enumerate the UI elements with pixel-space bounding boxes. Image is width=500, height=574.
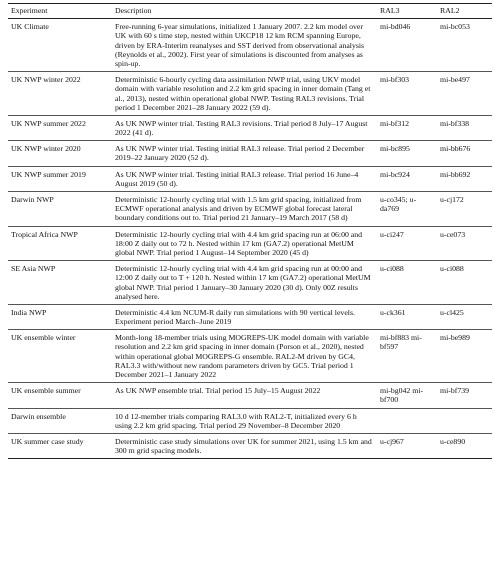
description-cell: Deterministic 12-hourly cycling trial with 1.5 km grid spacing, initialized from ECMWF operational analysis and driven by ECMWF global forecast lateral boundary conditions out to. Trial period 21 January–19 March 2017 (58 d) (112, 192, 377, 227)
ral2-cell: u-cj172 (437, 192, 492, 227)
description-cell: As UK NWP winter trial. Testing initial RAL3 release. Trial period 16 June–4 August 2019 (50 d). (112, 166, 377, 191)
table-body (8, 19, 492, 459)
ral3-cell: u-ck361 (377, 304, 437, 329)
description-cell: Month-long 18-member trials using MOGREPS-UK model domain with variable resolution and 2.2 km grid spacing in inner domain (Porson et al., 2020), nested within operational global MOGREPS-G ensemble. RAL2-M driven by GC4, RAL3.3 with/without new random parameters driven by GC5. Trial period 1 December 2021–1 January 2022 (112, 330, 377, 383)
ral2-cell: mi-be989 (437, 330, 492, 383)
table-row (8, 261, 492, 305)
ral3-cell (377, 408, 437, 433)
description-cell: As UK NWP winter trial. Testing RAL3 revisions. Trial period 8 July–17 August 2022 (41 d). (112, 115, 377, 140)
description-cell: Deterministic case study simulations over UK for summer 2021, using 1.5 km and 300 m grid spacing models. (112, 433, 377, 458)
table-row (8, 330, 492, 383)
description-cell: As UK NWP winter trial. Testing initial RAL3 release. Trial period 2 December 2019–22 January 2020 (52 d). (112, 141, 377, 166)
experiment-cell: UK summer case study (8, 433, 112, 458)
experiment-cell: UK NWP summer 2022 (8, 115, 112, 140)
ral2-cell: mi-bf338 (437, 115, 492, 140)
description-cell: Deterministic 12-hourly cycling trial with 4.4 km grid spacing run at 06:00 and 18:00 Z daily out to 72 h. Nested within 17 km (GA7.2) operational MetUM global NWP. Trial period 1 August–14 September 2020 (45 d) (112, 226, 377, 261)
description-cell: Free-running 6-year simulations, initialized 1 January 2007. 2.2 km model over UK with 60 s time step, nested within UKCP18 12 km RCM spanning Europe, driven by ERA-Interim reanalyses and SST derived from observational analysis (Reynolds et al., 2002). First year of simulations is discounted from analyses as spin-up. (112, 19, 377, 72)
description-cell: As UK NWP ensemble trial. Trial period 15 July–15 August 2022 (112, 383, 377, 408)
ral3-cell: mi-bc924 (377, 166, 437, 191)
table-row (8, 408, 492, 433)
table-row (8, 19, 492, 72)
ral2-cell (437, 408, 492, 433)
ral2-cell: mi-be497 (437, 72, 492, 116)
header-description: Description (112, 4, 377, 19)
ral3-cell: mi-bf883 mi-bf597 (377, 330, 437, 383)
experiment-cell: Tropical Africa NWP (8, 226, 112, 261)
table-row (8, 304, 492, 329)
description-cell: Deterministic 6-hourly cycling data assimilation NWP trial, using UKV model domain with variable resolution and 2.2 km grid spacing in inner domain (Tang et al., 2013), nested within operational global NWP. Testing RAL3 revisions. Trial period 1 December 2021–28 January 2022 (59 d). (112, 72, 377, 116)
ral3-cell: mi-bf312 (377, 115, 437, 140)
table-row (8, 433, 492, 458)
table-header (8, 4, 492, 19)
experiment-cell: UK NWP winter 2020 (8, 141, 112, 166)
experiment-cell: Darwin ensemble (8, 408, 112, 433)
ral3-cell: mi-bg042 mi-bf700 (377, 383, 437, 408)
header-row (8, 4, 492, 19)
experiment-cell: India NWP (8, 304, 112, 329)
header-experiment: Experiment (8, 4, 112, 19)
table-row (8, 166, 492, 191)
ral3-cell: mi-bd046 (377, 19, 437, 72)
ral2-cell: u-ci088 (437, 261, 492, 305)
experiment-cell: UK NWP winter 2022 (8, 72, 112, 116)
experiment-cell: UK Climate (8, 19, 112, 72)
experiment-cell: SE Asia NWP (8, 261, 112, 305)
experiments-table (8, 3, 492, 459)
ral3-cell: u-cj967 (377, 433, 437, 458)
ral2-cell: mi-bb676 (437, 141, 492, 166)
header-ral3: RAL3 (377, 4, 437, 19)
ral2-cell: u-ce890 (437, 433, 492, 458)
table-row (8, 115, 492, 140)
table-row (8, 383, 492, 408)
ral3-cell: u-ci088 (377, 261, 437, 305)
ral2-cell: u-cl425 (437, 304, 492, 329)
description-cell: Deterministic 12-hourly cycling trial with 4.4 km grid spacing run at 00:00 and 12:00 Z daily out to T + 120 h. Nested within 17 km (GA7.2) operational MetUM global NWP. Trial period 1 January–30 January 2020 (30 d). Only 00Z results analysed here. (112, 261, 377, 305)
ral3-cell: mi-bc895 (377, 141, 437, 166)
table-row (8, 192, 492, 227)
ral3-cell: u-ci247 (377, 226, 437, 261)
ral2-cell: mi-bf739 (437, 383, 492, 408)
ral3-cell: mi-bf303 (377, 72, 437, 116)
description-cell: 10 d 12-member trials comparing RAL3.0 with RAL2-T, initialized every 6 h using 2.2 km grid spacing. Trial period 29 November–8 December 2020 (112, 408, 377, 433)
description-cell: Deterministic 4.4 km NCUM-R daily run simulations with 90 vertical levels. Experiment period March–June 2019 (112, 304, 377, 329)
experiment-cell: UK ensemble summer (8, 383, 112, 408)
ral2-cell: mi-bc053 (437, 19, 492, 72)
ral2-cell: mi-bb692 (437, 166, 492, 191)
ral2-cell: u-ce073 (437, 226, 492, 261)
experiment-cell: UK ensemble winter (8, 330, 112, 383)
table-row (8, 72, 492, 116)
table-row (8, 141, 492, 166)
experiment-cell: UK NWP summer 2019 (8, 166, 112, 191)
experiment-cell: Darwin NWP (8, 192, 112, 227)
header-ral2: RAL2 (437, 4, 492, 19)
table-row (8, 226, 492, 261)
ral3-cell: u-co345; u-da769 (377, 192, 437, 227)
